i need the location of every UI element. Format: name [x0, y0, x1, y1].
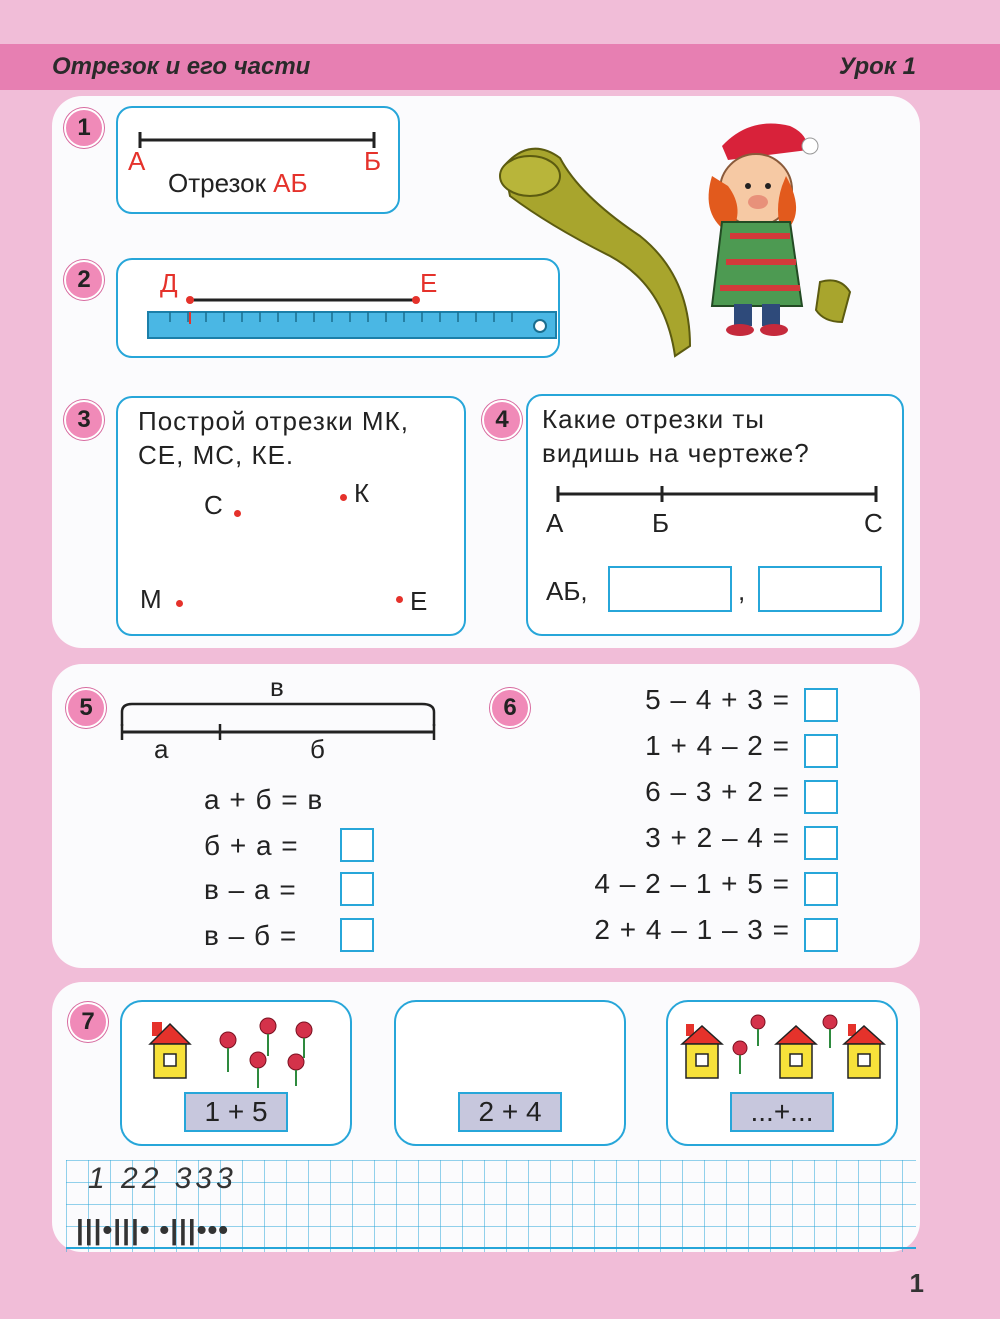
answer-square[interactable]	[340, 918, 374, 952]
lesson-title: Отрезок и его части	[52, 53, 311, 80]
expression-label: 1 + 5	[184, 1092, 288, 1132]
task3-box	[116, 396, 466, 636]
task3-instruction-line2: СЕ, МС, КЕ.	[138, 440, 295, 470]
writing-sample-digits: 1 22 333	[88, 1162, 237, 1195]
task4-question-line1: Какие отрезки ты	[542, 404, 765, 434]
point-label-e: Е	[410, 586, 428, 616]
task1-box	[116, 106, 400, 214]
expression-row: 5 – 4 + 3 =	[645, 684, 790, 715]
task-number: 7	[68, 1002, 108, 1042]
point-c-dot	[234, 510, 241, 517]
answer-box-1[interactable]	[608, 566, 732, 612]
equation-row: б + а =	[204, 830, 299, 861]
point-label-m: М	[140, 584, 162, 614]
expression-row: 2 + 4 – 1 – 3 =	[594, 914, 790, 945]
point-e-dot	[396, 596, 403, 603]
lesson-number: Урок 1	[838, 53, 916, 80]
point-m-dot	[176, 600, 183, 607]
task2-box	[116, 258, 560, 358]
answer-square[interactable]	[804, 780, 838, 814]
answer-square[interactable]	[804, 872, 838, 906]
picture-card-1	[120, 1000, 352, 1146]
point-label-d: Д	[160, 268, 178, 298]
point-label-c: С	[864, 508, 883, 538]
answer-square[interactable]	[340, 872, 374, 906]
equation-row: в – б =	[204, 920, 298, 951]
answer-square[interactable]	[340, 828, 374, 862]
expression-row: 4 – 2 – 1 + 5 =	[594, 868, 790, 899]
task4-box	[526, 394, 904, 636]
expression-row: 6 – 3 + 2 =	[645, 776, 790, 807]
task-number: 5	[66, 688, 106, 728]
page-number: 1	[909, 1268, 924, 1298]
answer-square[interactable]	[804, 734, 838, 768]
point-label-e: Е	[420, 268, 438, 298]
point-label-b: Б	[652, 508, 670, 538]
task4-question-line2: видишь на чертеже?	[542, 438, 810, 468]
point-label-b: Б	[364, 146, 382, 176]
task-number: 1	[64, 108, 104, 148]
task-number: 2	[64, 260, 104, 300]
answer-prefix: АБ,	[546, 576, 588, 606]
expression-row: 1 + 4 – 2 =	[645, 730, 790, 761]
houses-and-flowers-icon	[680, 1012, 890, 1092]
ruler-with-segment	[118, 260, 558, 356]
answer-square[interactable]	[804, 918, 838, 952]
lesson-header	[0, 44, 1000, 90]
answer-square[interactable]	[804, 826, 838, 860]
point-label-c: С	[204, 490, 223, 520]
point-label-a: А	[128, 146, 146, 176]
expression-row: 3 + 2 – 4 =	[645, 822, 790, 853]
caption-text: Отрезок	[168, 168, 274, 198]
task-number: 3	[64, 400, 104, 440]
answer-separator: ,	[738, 576, 746, 606]
expression-label: 2 + 4	[458, 1092, 562, 1132]
writing-sample-strokes: |||•|||• •|||•••	[76, 1214, 230, 1245]
task-number: 6	[490, 688, 530, 728]
equation-given: а + б = в	[204, 784, 324, 815]
point-k-dot	[340, 494, 347, 501]
task-number: 4	[482, 400, 522, 440]
caption-segment-name: АБ	[273, 168, 308, 198]
answer-box-2[interactable]	[758, 566, 882, 612]
part-label-b: б	[310, 734, 325, 764]
equation-row: в – а =	[204, 874, 297, 905]
whole-label-v: в	[270, 672, 284, 702]
part-label-a: а	[154, 734, 169, 764]
house-and-flowers-icon	[146, 1014, 336, 1094]
answer-square[interactable]	[804, 688, 838, 722]
picture-card-3	[666, 1000, 898, 1146]
segment-caption	[168, 168, 308, 199]
point-label-a: А	[546, 508, 564, 538]
task3-instruction-line1: Построй отрезки МК,	[138, 406, 409, 436]
picture-card-2	[394, 1000, 626, 1146]
expression-label: ...+...	[730, 1092, 834, 1132]
point-label-k: К	[354, 478, 370, 508]
